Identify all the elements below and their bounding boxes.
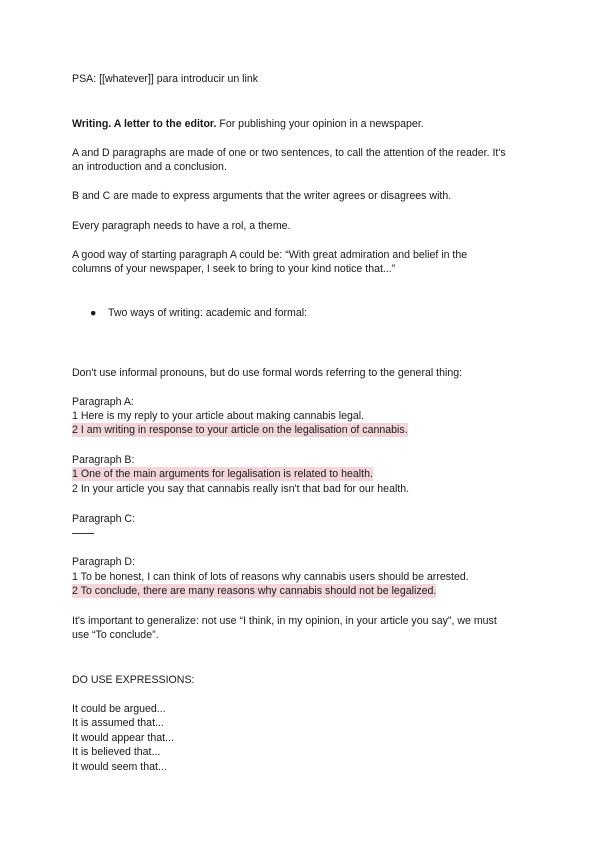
expression-item: It is believed that... bbox=[72, 746, 161, 758]
paragraph-b-line2: 2 In your article you say that cannabis really isn't that bad for our health. bbox=[72, 483, 410, 495]
paragraph-a-line1: 1 Here is my reply to your article about making cannabis legal. bbox=[72, 410, 365, 422]
intro-ad-line1: A and D paragraphs are made of one or two sentences, to call the attention of the reader. It's bbox=[72, 147, 506, 159]
paragraph-a-line2: 2 I am writing in response to your article on the legalisation of cannabis. bbox=[72, 424, 408, 436]
paragraph-b-line1: 1 One of the main arguments for legalisation is related to health. bbox=[72, 468, 373, 480]
generalize-line1: It's important to generalize: not use “I think, in my opinion, in your article you say”, we must bbox=[72, 615, 497, 627]
paragraph-d-line2: 2 To conclude, there are many reasons why cannabis should not be legalized. bbox=[72, 585, 437, 597]
paragraph-d-title: Paragraph D: bbox=[72, 556, 136, 568]
intro-start-line1: A good way of starting paragraph A could be: “With great admiration and belief in the bbox=[72, 249, 468, 261]
expression-item: It is assumed that... bbox=[72, 717, 164, 729]
paragraph-a-title: Paragraph A: bbox=[72, 396, 134, 408]
expressions-title: DO USE EXPRESSIONS: bbox=[72, 674, 195, 686]
bullet-dot-icon: ● bbox=[90, 307, 97, 319]
pronouns-line: Don't use informal pronouns, but do use formal words referring to the general thing: bbox=[72, 367, 463, 379]
heading-rest: For publishing your opinion in a newspaper. bbox=[216, 118, 424, 130]
paragraph-c-title: Paragraph C: bbox=[72, 513, 136, 525]
expression-item: It would seem that... bbox=[72, 761, 167, 773]
paragraph-c-dash bbox=[72, 533, 94, 534]
intro-bc: B and C are made to express arguments that the writer agrees or disagrees with. bbox=[72, 190, 452, 202]
bullet-text: Two ways of writing: academic and formal: bbox=[108, 307, 308, 319]
paragraph-d-line1: 1 To be honest, I can think of lots of reasons why cannabis users should be arrested. bbox=[72, 571, 469, 583]
heading-line bbox=[72, 117, 424, 131]
expression-item: It could be argued... bbox=[72, 703, 166, 715]
intro-start-line2: columns of your newspaper, I seek to bring to your kind notice that...” bbox=[72, 263, 396, 275]
intro-theme: Every paragraph needs to have a rol, a theme. bbox=[72, 220, 291, 232]
generalize-line2: use “To conclude”. bbox=[72, 629, 159, 641]
heading-bold: Writing. A letter to the editor. bbox=[72, 118, 217, 130]
expression-item: It would appear that... bbox=[72, 732, 174, 744]
intro-ad-line2: an introduction and a conclusion. bbox=[72, 161, 227, 173]
psa-line: PSA: [[whatever]] para introducir un link bbox=[72, 73, 259, 85]
paragraph-b-title: Paragraph B: bbox=[72, 454, 135, 466]
